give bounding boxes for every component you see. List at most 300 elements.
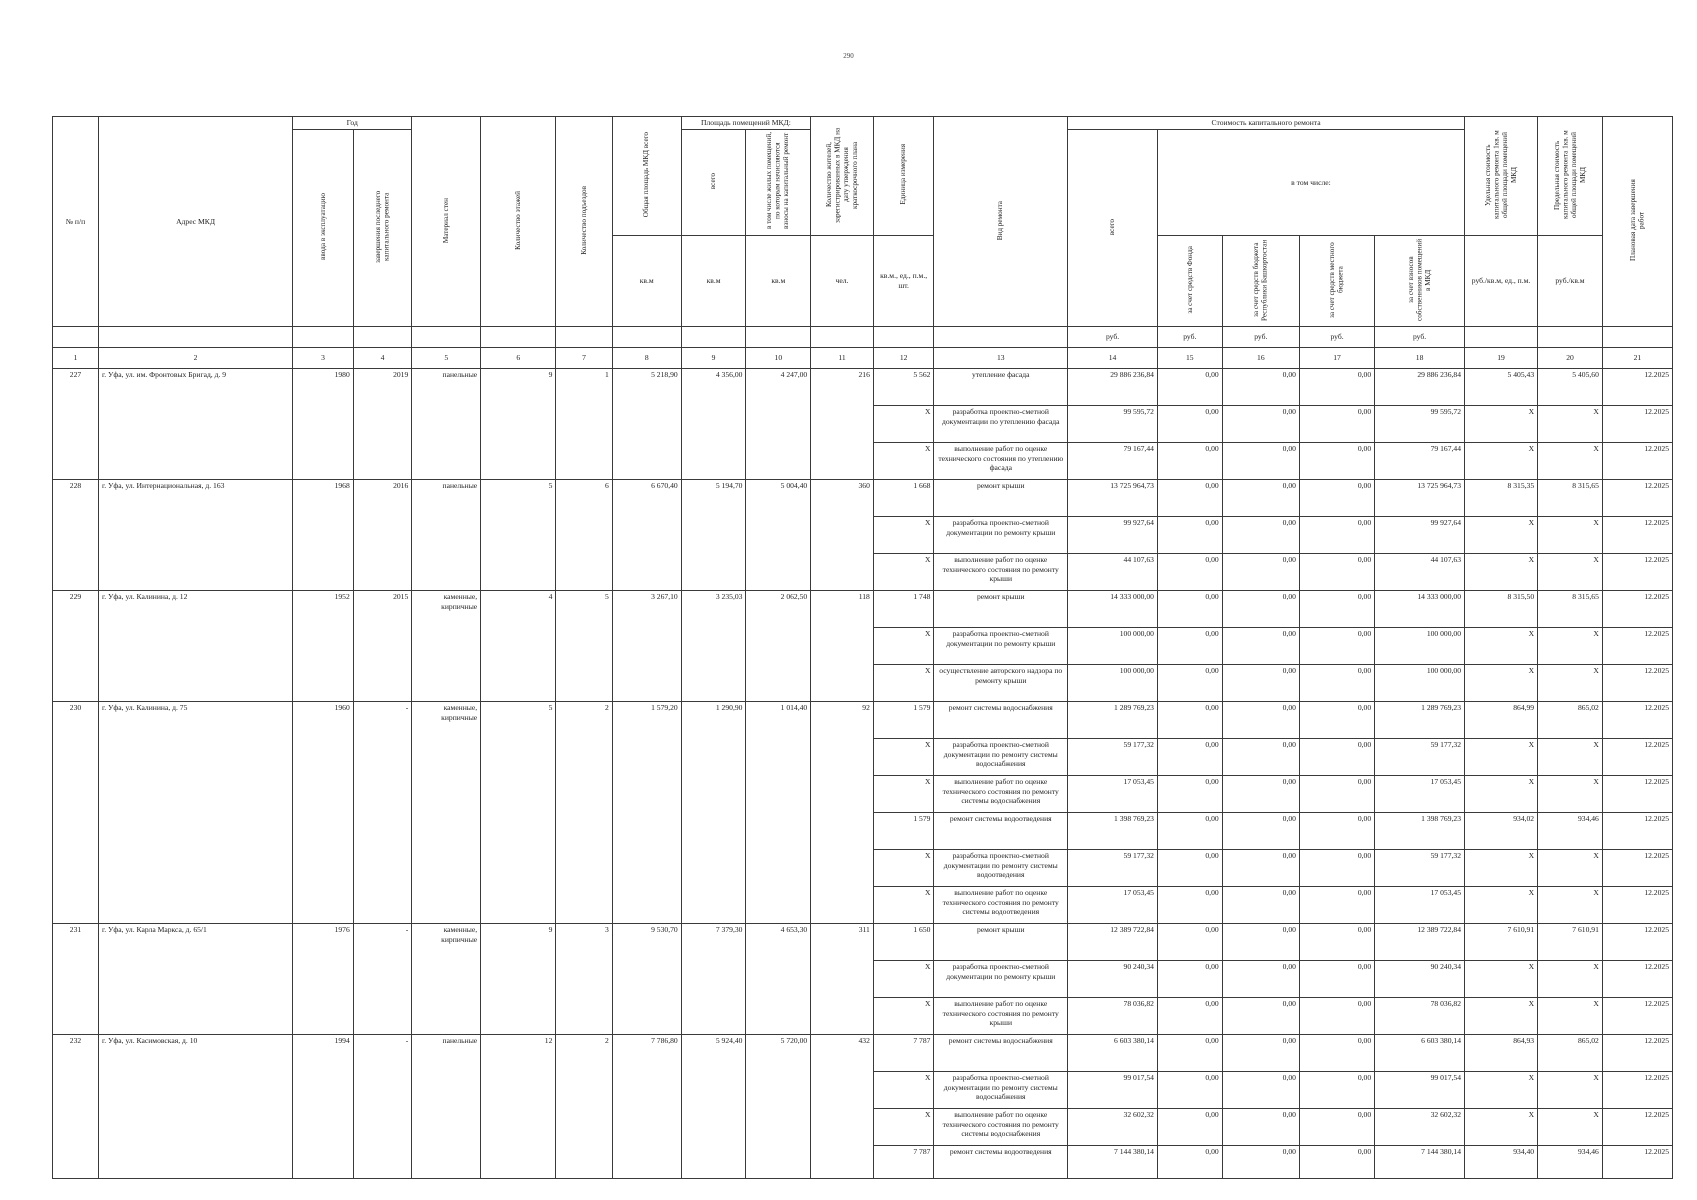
table-row <box>53 1035 1673 1072</box>
cost-total: 29 886 236,84 <box>1068 369 1158 406</box>
header-floors: Количество этажей <box>481 117 556 327</box>
header-year-group: Год <box>293 117 412 130</box>
work-unit: X <box>873 665 934 702</box>
unit-cell: руб. <box>1375 327 1465 348</box>
work-unit: X <box>873 1109 934 1146</box>
cost-local: 0,00 <box>1299 850 1374 887</box>
header-total-area: Общая площадь МКД всего <box>612 117 681 236</box>
cost-republic: 0,00 <box>1222 1035 1299 1072</box>
cost-fund: 0,00 <box>1157 702 1222 739</box>
cost-republic: 0,00 <box>1222 443 1299 480</box>
plan-date: 12.2025 <box>1602 850 1672 887</box>
cost-total: 90 240,34 <box>1068 961 1158 998</box>
work-type: утепление фасада <box>934 369 1068 406</box>
specific-cost: X <box>1465 665 1538 702</box>
resident-count: 432 <box>811 1035 874 1179</box>
entrance-count: 2 <box>556 1035 612 1179</box>
column-number-row <box>53 348 1673 369</box>
cost-republic: 0,00 <box>1222 998 1299 1035</box>
cost-local: 0,00 <box>1299 1072 1374 1109</box>
work-type: ремонт системы водоснабжения <box>934 702 1068 739</box>
plan-date: 12.2025 <box>1602 628 1672 665</box>
max-cost: 934,46 <box>1538 813 1603 850</box>
unit-cell: кв.м <box>681 235 746 327</box>
cost-republic: 0,00 <box>1222 776 1299 813</box>
wall-material: панельные <box>412 480 481 591</box>
cost-total: 1 289 769,23 <box>1068 702 1158 739</box>
unit-cell: чел. <box>811 235 874 327</box>
premises-area: 3 235,03 <box>681 591 746 702</box>
cost-republic: 0,00 <box>1222 369 1299 406</box>
header-wall-material: Материал стен <box>412 117 481 327</box>
cost-local: 0,00 <box>1299 1109 1374 1146</box>
total-area: 7 786,80 <box>612 1035 681 1179</box>
plan-date: 12.2025 <box>1602 443 1672 480</box>
specific-cost: 8 315,50 <box>1465 591 1538 628</box>
plan-date: 12.2025 <box>1602 517 1672 554</box>
work-type: осуществление авторского надзора по ремонту крыши <box>934 665 1068 702</box>
cost-republic: 0,00 <box>1222 554 1299 591</box>
plan-date: 12.2025 <box>1602 554 1672 591</box>
cost-fund: 0,00 <box>1157 887 1222 924</box>
entrance-count: 6 <box>556 480 612 591</box>
specific-cost: X <box>1465 406 1538 443</box>
work-unit: X <box>873 443 934 480</box>
cost-owners: 100 000,00 <box>1375 628 1465 665</box>
cost-fund: 0,00 <box>1157 369 1222 406</box>
specific-cost: X <box>1465 1072 1538 1109</box>
header-cost-fund: за счет средств Фонда <box>1157 235 1222 327</box>
table-row <box>53 480 1673 517</box>
cost-local: 0,00 <box>1299 887 1374 924</box>
year-built: 1968 <box>293 480 354 591</box>
plan-date: 12.2025 <box>1602 480 1672 517</box>
max-cost: X <box>1538 1072 1603 1109</box>
header-premises-total: всего <box>681 130 746 236</box>
year-built: 1960 <box>293 702 354 924</box>
cost-republic: 0,00 <box>1222 887 1299 924</box>
work-unit: 1 748 <box>873 591 934 628</box>
header-entrances: Количество подъездов <box>556 117 612 327</box>
cost-local: 0,00 <box>1299 1035 1374 1072</box>
cost-total: 100 000,00 <box>1068 628 1158 665</box>
column-number: 3 <box>293 348 354 369</box>
work-type: разработка проектно-сметной документации по ремонту крыши <box>934 517 1068 554</box>
plan-date: 12.2025 <box>1602 1035 1672 1072</box>
cost-republic: 0,00 <box>1222 665 1299 702</box>
cost-fund: 0,00 <box>1157 924 1222 961</box>
resident-count: 118 <box>811 591 874 702</box>
cost-local: 0,00 <box>1299 1146 1374 1179</box>
house-number: 228 <box>53 480 99 591</box>
work-unit: 7 787 <box>873 1035 934 1072</box>
plan-date: 12.2025 <box>1602 776 1672 813</box>
cost-total: 17 053,45 <box>1068 776 1158 813</box>
max-cost: 5 405,60 <box>1538 369 1603 406</box>
cost-local: 0,00 <box>1299 998 1374 1035</box>
work-type: ремонт крыши <box>934 591 1068 628</box>
cost-republic: 0,00 <box>1222 406 1299 443</box>
cost-fund: 0,00 <box>1157 554 1222 591</box>
max-cost: X <box>1538 517 1603 554</box>
unit-cell: кв.м <box>746 235 811 327</box>
cost-fund: 0,00 <box>1157 850 1222 887</box>
cost-fund: 0,00 <box>1157 517 1222 554</box>
cost-local: 0,00 <box>1299 628 1374 665</box>
cost-local: 0,00 <box>1299 776 1374 813</box>
cost-total: 99 017,54 <box>1068 1072 1158 1109</box>
max-cost: X <box>1538 554 1603 591</box>
column-number: 7 <box>556 348 612 369</box>
premises-area: 7 379,30 <box>681 924 746 1035</box>
column-number: 19 <box>1465 348 1538 369</box>
year-built: 1976 <box>293 924 354 1035</box>
specific-cost: X <box>1465 554 1538 591</box>
plan-date: 12.2025 <box>1602 702 1672 739</box>
resident-count: 216 <box>811 369 874 480</box>
work-type: разработка проектно-сметной документации по ремонту системы водоснабжения <box>934 739 1068 776</box>
premises-area: 5 194,70 <box>681 480 746 591</box>
header-cost-republic: за счет средств бюджета Республики Башкортостан <box>1222 235 1299 327</box>
unit-cell: кв.м <box>612 235 681 327</box>
cost-republic: 0,00 <box>1222 739 1299 776</box>
wall-material: каменные, кирпичные <box>412 924 481 1035</box>
work-unit: X <box>873 961 934 998</box>
house-number: 227 <box>53 369 99 480</box>
work-type: выполнение работ по оценке технического состояния по ремонту системы водоснабжения <box>934 776 1068 813</box>
cost-republic: 0,00 <box>1222 813 1299 850</box>
work-type: выполнение работ по оценке технического состояния по ремонту системы водоснабжения <box>934 1109 1068 1146</box>
work-unit: X <box>873 776 934 813</box>
table-body <box>53 369 1673 1179</box>
work-type: выполнение работ по оценке технического состояния по ремонту системы водоотведения <box>934 887 1068 924</box>
column-number: 6 <box>481 348 556 369</box>
header-max-cost: Предельная стоимость капитального ремонта 1кв. м общей площади помещений МКД <box>1538 117 1603 236</box>
header-premises-group: Площадь помещений МКД: <box>681 117 811 130</box>
header-address: Адрес МКД <box>98 117 292 327</box>
cost-owners: 29 886 236,84 <box>1375 369 1465 406</box>
house-address: г. Уфа, ул. им. Фронтовых Бригад, д. 9 <box>98 369 292 480</box>
cost-fund: 0,00 <box>1157 480 1222 517</box>
cost-fund: 0,00 <box>1157 628 1222 665</box>
work-type: разработка проектно-сметной документации по ремонту системы водоснабжения <box>934 1072 1068 1109</box>
max-cost: 7 610,91 <box>1538 924 1603 961</box>
total-area: 3 267,10 <box>612 591 681 702</box>
repair-plan-table <box>52 116 1673 1179</box>
table-row <box>53 591 1673 628</box>
cost-fund: 0,00 <box>1157 1146 1222 1179</box>
max-cost: X <box>1538 961 1603 998</box>
cost-owners: 6 603 380,14 <box>1375 1035 1465 1072</box>
cost-republic: 0,00 <box>1222 517 1299 554</box>
plan-date: 12.2025 <box>1602 665 1672 702</box>
entrance-count: 1 <box>556 369 612 480</box>
cost-owners: 99 017,54 <box>1375 1072 1465 1109</box>
cost-fund: 0,00 <box>1157 591 1222 628</box>
total-area: 5 218,90 <box>612 369 681 480</box>
work-unit: X <box>873 406 934 443</box>
unit-cell: кв.м., ед., п.м., шт. <box>873 235 934 327</box>
cost-owners: 12 389 722,84 <box>1375 924 1465 961</box>
cost-fund: 0,00 <box>1157 998 1222 1035</box>
floor-count: 12 <box>481 1035 556 1179</box>
cost-local: 0,00 <box>1299 443 1374 480</box>
floor-count: 9 <box>481 369 556 480</box>
cost-fund: 0,00 <box>1157 739 1222 776</box>
wall-material: каменные, кирпичные <box>412 702 481 924</box>
work-type: ремонт крыши <box>934 924 1068 961</box>
entrance-count: 3 <box>556 924 612 1035</box>
floor-count: 5 <box>481 480 556 591</box>
header-cost-local: за счет средств местного бюджета <box>1299 235 1374 327</box>
cost-fund: 0,00 <box>1157 1109 1222 1146</box>
repair-plan-sheet <box>52 116 1673 1179</box>
header-year-commission: ввода в эксплуатацию <box>293 130 354 327</box>
column-number: 1 <box>53 348 99 369</box>
column-number: 14 <box>1068 348 1158 369</box>
work-unit: X <box>873 628 934 665</box>
cost-owners: 32 602,32 <box>1375 1109 1465 1146</box>
specific-cost: X <box>1465 1109 1538 1146</box>
paying-area: 1 014,40 <box>746 702 811 924</box>
header-repair-type: Вид ремонта <box>934 117 1068 327</box>
work-unit: X <box>873 517 934 554</box>
specific-cost: 934,40 <box>1465 1146 1538 1179</box>
column-number: 10 <box>746 348 811 369</box>
header-specific-cost: Удельная стоимость капитального ремонта 1кв. м общей площади помещений МКД <box>1465 117 1538 236</box>
cost-owners: 78 036,82 <box>1375 998 1465 1035</box>
column-number: 5 <box>412 348 481 369</box>
floor-count: 5 <box>481 702 556 924</box>
resident-count: 360 <box>811 480 874 591</box>
specific-cost: 7 610,91 <box>1465 924 1538 961</box>
max-cost: 865,02 <box>1538 1035 1603 1072</box>
cost-republic: 0,00 <box>1222 1072 1299 1109</box>
work-unit: 1 650 <box>873 924 934 961</box>
cost-owners: 1 398 769,23 <box>1375 813 1465 850</box>
cost-republic: 0,00 <box>1222 924 1299 961</box>
column-number: 17 <box>1299 348 1374 369</box>
wall-material: панельные <box>412 1035 481 1179</box>
plan-date: 12.2025 <box>1602 1072 1672 1109</box>
plan-date: 12.2025 <box>1602 1146 1672 1179</box>
year-repair: 2015 <box>353 591 412 702</box>
specific-cost: X <box>1465 887 1538 924</box>
cost-fund: 0,00 <box>1157 1035 1222 1072</box>
cost-total: 13 725 964,73 <box>1068 480 1158 517</box>
cost-republic: 0,00 <box>1222 850 1299 887</box>
max-cost: X <box>1538 1109 1603 1146</box>
paying-area: 4 247,00 <box>746 369 811 480</box>
work-unit: X <box>873 887 934 924</box>
cost-owners: 59 177,32 <box>1375 850 1465 887</box>
work-type: разработка проектно-сметной документации по ремонту крыши <box>934 628 1068 665</box>
cost-fund: 0,00 <box>1157 443 1222 480</box>
max-cost: X <box>1538 850 1603 887</box>
house-number: 231 <box>53 924 99 1035</box>
work-unit: X <box>873 998 934 1035</box>
house-number: 229 <box>53 591 99 702</box>
max-cost: X <box>1538 665 1603 702</box>
resident-count: 92 <box>811 702 874 924</box>
max-cost: 8 315,65 <box>1538 480 1603 517</box>
header-cost-incl: в том числе: <box>1157 130 1464 236</box>
premises-area: 4 356,00 <box>681 369 746 480</box>
cost-total: 99 927,64 <box>1068 517 1158 554</box>
max-cost: 8 315,65 <box>1538 591 1603 628</box>
specific-cost: X <box>1465 628 1538 665</box>
cost-republic: 0,00 <box>1222 702 1299 739</box>
column-number: 20 <box>1538 348 1603 369</box>
paying-area: 5 004,40 <box>746 480 811 591</box>
cost-owners: 44 107,63 <box>1375 554 1465 591</box>
header-cost-owners: за счет взносов собственников помещений в МКД <box>1375 235 1465 327</box>
cost-owners: 17 053,45 <box>1375 776 1465 813</box>
entrance-count: 5 <box>556 591 612 702</box>
year-repair: 2016 <box>353 480 412 591</box>
max-cost: X <box>1538 628 1603 665</box>
resident-count: 311 <box>811 924 874 1035</box>
column-number: 18 <box>1375 348 1465 369</box>
max-cost: 865,02 <box>1538 702 1603 739</box>
work-unit: X <box>873 850 934 887</box>
house-address: г. Уфа, ул. Калинина, д. 75 <box>98 702 292 924</box>
cost-fund: 0,00 <box>1157 1072 1222 1109</box>
cost-owners: 90 240,34 <box>1375 961 1465 998</box>
total-area: 6 670,40 <box>612 480 681 591</box>
house-address: г. Уфа, ул. Карла Маркса, д. 65/1 <box>98 924 292 1035</box>
cost-local: 0,00 <box>1299 665 1374 702</box>
cost-fund: 0,00 <box>1157 961 1222 998</box>
cost-republic: 0,00 <box>1222 1109 1299 1146</box>
cost-local: 0,00 <box>1299 813 1374 850</box>
premises-area: 1 290,90 <box>681 702 746 924</box>
cost-total: 1 398 769,23 <box>1068 813 1158 850</box>
cost-total: 78 036,82 <box>1068 998 1158 1035</box>
column-number: 21 <box>1602 348 1672 369</box>
cost-owners: 100 000,00 <box>1375 665 1465 702</box>
work-unit: 1 668 <box>873 480 934 517</box>
unit-cell: руб. <box>1157 327 1222 348</box>
paying-area: 5 720,00 <box>746 1035 811 1179</box>
unit-cell: руб. <box>1222 327 1299 348</box>
paying-area: 4 653,30 <box>746 924 811 1035</box>
plan-date: 12.2025 <box>1602 739 1672 776</box>
table-row <box>53 369 1673 406</box>
cost-total: 6 603 380,14 <box>1068 1035 1158 1072</box>
cost-local: 0,00 <box>1299 554 1374 591</box>
cost-republic: 0,00 <box>1222 591 1299 628</box>
cost-republic: 0,00 <box>1222 1146 1299 1179</box>
work-unit: X <box>873 739 934 776</box>
work-type: разработка проектно-сметной документации по ремонту крыши <box>934 961 1068 998</box>
column-number: 2 <box>98 348 292 369</box>
cost-local: 0,00 <box>1299 480 1374 517</box>
column-number: 11 <box>811 348 874 369</box>
work-unit: X <box>873 1072 934 1109</box>
cost-total: 59 177,32 <box>1068 850 1158 887</box>
cost-total: 17 053,45 <box>1068 887 1158 924</box>
cost-owners: 7 144 380,14 <box>1375 1146 1465 1179</box>
cost-total: 79 167,44 <box>1068 443 1158 480</box>
column-number: 4 <box>353 348 412 369</box>
table-row <box>53 924 1673 961</box>
plan-date: 12.2025 <box>1602 813 1672 850</box>
specific-cost: X <box>1465 961 1538 998</box>
house-address: г. Уфа, ул. Интернациональная, д. 163 <box>98 480 292 591</box>
page-number: 290 <box>843 52 854 60</box>
specific-cost: 864,99 <box>1465 702 1538 739</box>
header-cost-group: Стоимость капитального ремонта <box>1068 117 1465 130</box>
cost-local: 0,00 <box>1299 924 1374 961</box>
cost-republic: 0,00 <box>1222 628 1299 665</box>
cost-owners: 79 167,44 <box>1375 443 1465 480</box>
specific-cost: 934,02 <box>1465 813 1538 850</box>
specific-cost: X <box>1465 443 1538 480</box>
plan-date: 12.2025 <box>1602 591 1672 628</box>
cost-owners: 14 333 000,00 <box>1375 591 1465 628</box>
specific-cost: 5 405,43 <box>1465 369 1538 406</box>
column-number: 16 <box>1222 348 1299 369</box>
specific-cost: X <box>1465 517 1538 554</box>
work-type: ремонт системы водоотведения <box>934 813 1068 850</box>
work-type: ремонт системы водоотведения <box>934 1146 1068 1179</box>
total-area: 1 579,20 <box>612 702 681 924</box>
cost-owners: 99 927,64 <box>1375 517 1465 554</box>
specific-cost: 8 315,35 <box>1465 480 1538 517</box>
cost-owners: 59 177,32 <box>1375 739 1465 776</box>
cost-local: 0,00 <box>1299 406 1374 443</box>
wall-material: каменные, кирпичные <box>412 591 481 702</box>
wall-material: панельные <box>412 369 481 480</box>
premises-area: 5 924,40 <box>681 1035 746 1179</box>
table-row <box>53 702 1673 739</box>
year-repair: - <box>353 702 412 924</box>
cost-total: 59 177,32 <box>1068 739 1158 776</box>
cost-total: 14 333 000,00 <box>1068 591 1158 628</box>
cost-local: 0,00 <box>1299 369 1374 406</box>
specific-cost: X <box>1465 850 1538 887</box>
header-residents: Количество жителей, зарегистрированных в МКД на дату утверждения краткосрочного плана <box>811 117 874 236</box>
max-cost: X <box>1538 739 1603 776</box>
floor-count: 4 <box>481 591 556 702</box>
plan-date: 12.2025 <box>1602 961 1672 998</box>
specific-cost: X <box>1465 739 1538 776</box>
header-plan-date: Плановая дата завершения работ <box>1602 117 1672 327</box>
max-cost: X <box>1538 406 1603 443</box>
specific-cost: X <box>1465 998 1538 1035</box>
cost-republic: 0,00 <box>1222 961 1299 998</box>
year-repair: - <box>353 924 412 1035</box>
work-unit: X <box>873 554 934 591</box>
year-repair: 2019 <box>353 369 412 480</box>
work-type: разработка проектно-сметной документации по утеплению фасада <box>934 406 1068 443</box>
specific-cost: X <box>1465 776 1538 813</box>
plan-date: 12.2025 <box>1602 887 1672 924</box>
cost-total: 32 602,32 <box>1068 1109 1158 1146</box>
house-address: г. Уфа, ул. Калинина, д. 12 <box>98 591 292 702</box>
max-cost: 934,46 <box>1538 1146 1603 1179</box>
cost-owners: 17 053,45 <box>1375 887 1465 924</box>
specific-cost: 864,93 <box>1465 1035 1538 1072</box>
work-type: выполнение работ по оценке технического состояния по ремонту крыши <box>934 998 1068 1035</box>
entrance-count: 2 <box>556 702 612 924</box>
cost-fund: 0,00 <box>1157 813 1222 850</box>
plan-date: 12.2025 <box>1602 1109 1672 1146</box>
header-year-last-repair: завершения последнего капитального ремонта <box>353 130 412 327</box>
cost-total: 12 389 722,84 <box>1068 924 1158 961</box>
column-number: 8 <box>612 348 681 369</box>
